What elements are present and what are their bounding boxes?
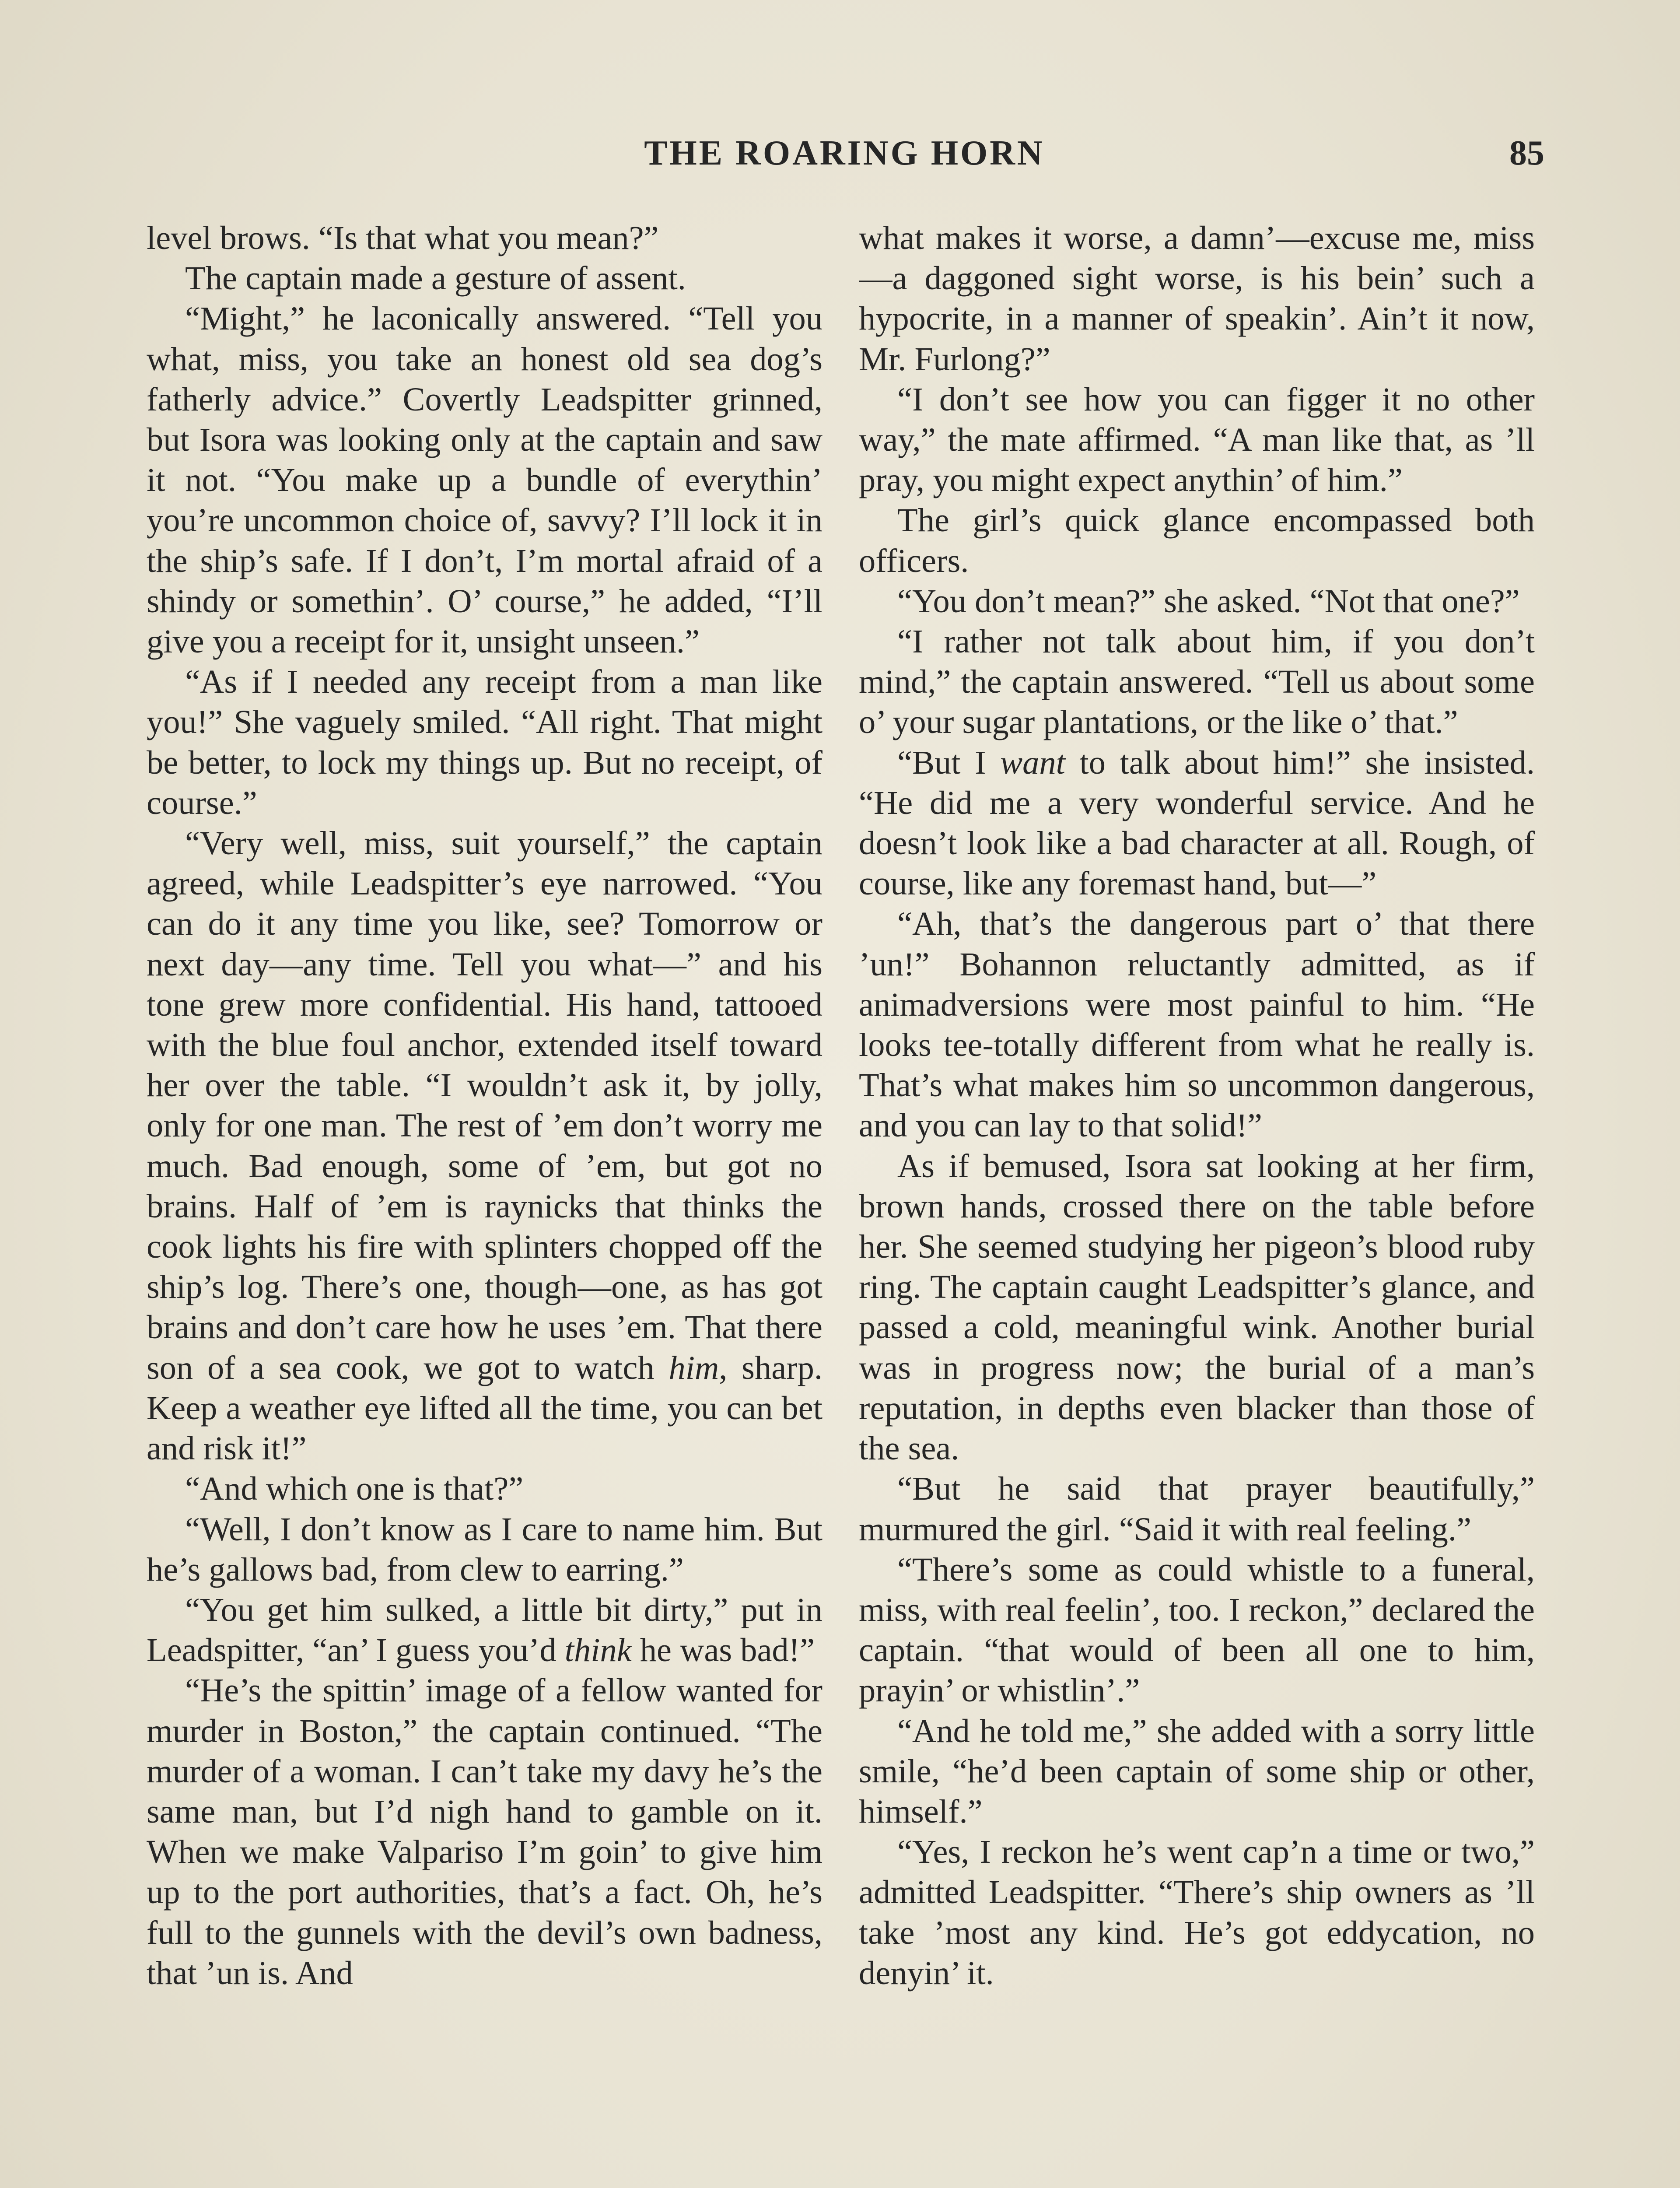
italic-text: want: [1000, 743, 1065, 781]
paragraph-text: level brows. “Is that what you mean?”: [147, 219, 659, 256]
paragraph-text: “Might,” he laconically answered. “Tell you what, miss, you take an honest old sea dog’s fatherly advice.” Covertly Leadspitter grinned, but Isora was looking only at the captain and saw it not. “You make up a bundle of everythin’ you’re uncommon choice of, savvy? I’ll lock it in the ship’s safe. If I don’t, I’m mortal afraid of a shindy or somethin’. O’ course,” he added, “I’ll give you a receipt for it, unsight unseen.”: [147, 300, 822, 660]
paragraph-text: “As if I needed any receipt from a man like you!” She vaguely smiled. “All right. That might be better, to lock my things up. But no receipt, of course.”: [147, 663, 822, 821]
paragraph-text: “And he told me,” she added with a sorry little smile, “he’d been captain of some ship or other, himself.”: [859, 1712, 1535, 1830]
paragraph: [147, 823, 822, 1469]
paragraph-text: he was bad!”: [631, 1631, 815, 1669]
running-title: THE ROARING HORN: [644, 134, 1045, 172]
italic-text: him: [668, 1349, 719, 1386]
paragraph-text: The girl’s quick glance encompassed both officers.: [859, 501, 1535, 579]
italic-text: think: [564, 1631, 632, 1669]
paragraph-text: “But he said that prayer beautifully,” murmured the girl. “Said it with real feeling.”: [859, 1470, 1535, 1548]
paragraph: [147, 298, 822, 662]
paragraph: [859, 621, 1535, 743]
paragraph-text: “I rather not talk about him, if you don’t mind,” the captain answered. “Tell us about some o’ your sugar plantations, or the like o’ that.”: [859, 623, 1535, 741]
paragraph-text: “There’s some as could whistle to a funeral, miss, with real feelin’, too. I reckon,” declared the captain. “that would of been all one to him, prayin’ or whistlin’.”: [859, 1550, 1535, 1709]
paragraph-text: “Well, I don’t know as I care to name him. But he’s gallows bad, from clew to earring.”: [147, 1510, 822, 1588]
paragraph: [859, 581, 1535, 621]
paragraph: [147, 1509, 822, 1590]
paragraph-text: “Yes, I reckon he’s went cap’n a time or two,” admitted Leadspitter. “There’s ship owners as ’ll take ’most any kind. He’s got eddycation, no denyin’ it.: [859, 1833, 1535, 1992]
paragraph-text: “You don’t mean?” she asked. “Not that one?”: [897, 582, 1520, 620]
paragraph: [859, 218, 1535, 379]
paragraph-text: “You get him sulked, a little bit dirty,” put in Leadspitter, “an’ I guess you’d: [147, 1591, 822, 1669]
paragraph-text: “Ah, that’s the dangerous part o’ that there ’un!” Bohannon reluctantly admitted, as if animadversions were most painful to him. “He looks tee-totally different from what he really is. That’s what makes him so uncommon dangerous, and you can lay to that solid!”: [859, 905, 1535, 1144]
paragraph: [859, 904, 1535, 1146]
text-column-left: [147, 218, 822, 2188]
paragraph: [147, 218, 822, 258]
paragraph-text: what makes it worse, a damn’—excuse me, miss—a daggoned sight worse, is his bein’ such a hypocrite, in a manner of speakin’. Ain’t it now, Mr. Furlong?”: [859, 219, 1535, 378]
paragraph-text: The captain made a gesture of assent.: [185, 259, 686, 297]
paragraph: [859, 500, 1535, 581]
paragraph-text: “And which one is that?”: [185, 1470, 524, 1508]
paragraph: [859, 1550, 1535, 1711]
paragraph: [147, 662, 822, 823]
paragraph: [147, 258, 822, 298]
paragraph: [859, 1146, 1535, 1469]
paragraph: [859, 1832, 1535, 1993]
paragraph-text: , sharp. Keep a weather eye lifted all the time, you can bet and risk it!”: [147, 1349, 822, 1467]
paragraph: [859, 1469, 1535, 1549]
paragraph-text: “Very well, miss, suit yourself,” the captain agreed, while Leadspitter’s eye narrowed. “You can do it any time you like, see? Tomorrow or next day—any time. Tell you what—” and his tone grew more confidential. His hand, tattooed with the blue foul anchor, extended itself toward her over the table. “I wouldn’t ask it, by jolly, only for one man. The rest of ’em don’t worry me much. Bad enough, some of ’em, but got no brains. Half of ’em is raynicks that thinks the cook lights his fire with splinters chopped off the ship’s log. There’s one, though—one, as has got brains and don’t care how he uses ’em. That there son of a sea cook, we got to watch: [147, 824, 822, 1386]
page-number: 85: [1509, 134, 1544, 172]
paragraph-text: “He’s the spittin’ image of a fellow wanted for murder in Boston,” the captain continued. “The murder of a woman. I can’t take my davy he’s the same man, but I’d nigh hand to gamble on it. When we make Valpariso I’m goin’ to give him up to the port authorities, that’s a fact. Oh, he’s full to the gunnels with the devil’s own badness, that ’un is. And: [147, 1672, 822, 1992]
paragraph-text: As if bemused, Isora sat looking at her firm, brown hands, crossed there on the table before her. She seemed studying her pigeon’s blood ruby ring. The captain caught Leadspitter’s glance, and passed a cold, meaningful wink. Another burial was in progress now; the burial of a man’s reputation, in depths even blacker than those of the sea.: [859, 1147, 1535, 1467]
text-column-right: [859, 218, 1535, 2188]
paragraph: [147, 1670, 822, 1993]
paragraph-text: to talk about him!” she insisted. “He did me a very wonderful service. And he doesn’t look like a bad character at all. Rough, of course, like any foremast hand, but—”: [859, 743, 1535, 902]
paragraph: [859, 743, 1535, 904]
paragraph: [859, 379, 1535, 501]
running-header: [144, 131, 1544, 184]
paragraph-text: “I don’t see how you can figger it no other way,” the mate affirmed. “A man like that, as ’ll pray, you might expect anythin’ of him.”: [859, 380, 1535, 499]
paragraph: [859, 1711, 1535, 1832]
paragraph: [147, 1590, 822, 1670]
paragraph-text: “But I: [897, 743, 1001, 781]
paragraph: [147, 1469, 822, 1509]
